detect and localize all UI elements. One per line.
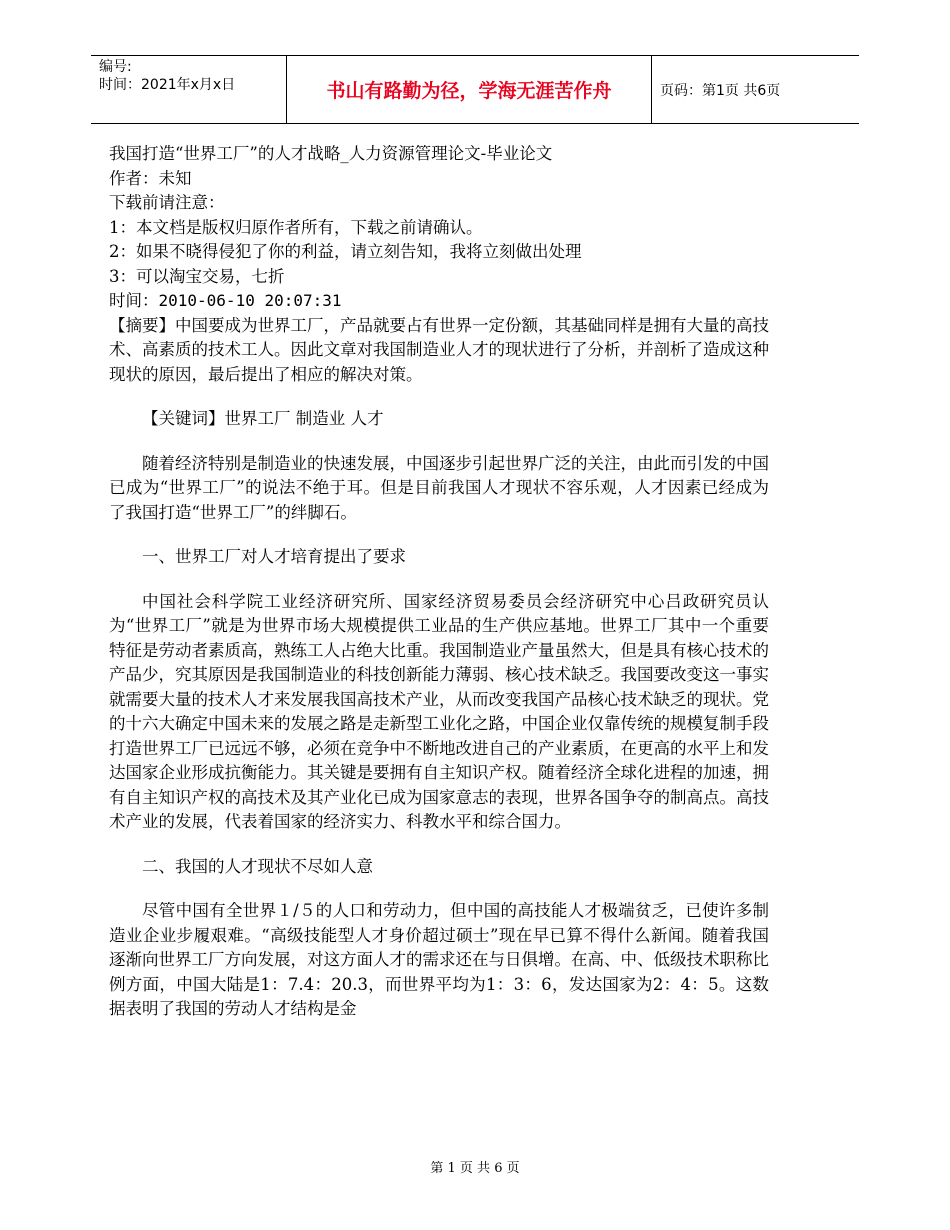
keywords-line: 【关键词】世界工厂 制造业 人才 <box>142 409 384 428</box>
section2-paragraph: 尽管中国有全世界１/５的人口和劳动力，但中国的高技能人才极端贫乏，已使许多制造业企业步履艰难。“高级技能型人才身价超过硕士”现在早已算不得什么新闻。随着我国逐渐向世界工厂方向发展，对这方面人才的需求还在与日俱增。在高、中、低级技术职称比例方面，中国大陆是1：7.4：20.3，而世界平均为1：3：6，发达国家为2：4：5。这数据表明了我国的劳动人才结构是金 <box>109 901 769 1018</box>
section2-heading: 二、我国的人才现状不尽如人意 <box>142 856 373 876</box>
notice-heading: 下载前请注意： <box>109 193 225 212</box>
page-header <box>91 55 859 124</box>
timestamp-label: 时间： <box>109 291 159 310</box>
intro-paragraph: 随着经济特别是制造业的快速发展，中国逐步引起世界广泛的关注，由此而引发的中国已成为“世界工厂”的说法不绝于耳。但是目前我国人才现状不容乐观，人才因素已经成为了我国打造“世界工厂”的绊脚石。 <box>109 453 769 522</box>
article-author: 作者：未知 <box>109 168 192 188</box>
abstract-paragraph: 【摘要】中国要成为世界工厂，产品就要占有世界一定份额，其基础同样是拥有大量的高技术、高素质的技术工人。因此文章对我国制造业人才的现状进行了分析，并剖析了造成这种现状的原因，最后提出了相应的解决对策。 <box>109 315 769 384</box>
header-meta-cell <box>91 56 286 123</box>
notice-item: 1：本文档是版权归原作者所有，下载之前请确认。 <box>109 217 483 237</box>
header-page-info: 页码：第1页 共6页 <box>660 82 781 99</box>
timestamp-value: 2010-06-10 20:07:31 <box>158 291 342 310</box>
document-number-label: 编号: <box>99 59 132 75</box>
header-motto: 书山有路勤为径，学海无涯苦作舟 <box>286 56 652 123</box>
article-timestamp-line <box>109 289 769 314</box>
article-title: 我国打造“世界工厂”的人才战略_人力资源管理论文-毕业论文 <box>109 144 553 163</box>
notice-item: 3：可以淘宝交易，七折 <box>109 266 285 286</box>
document-body <box>109 142 769 1022</box>
section1-paragraph: 中国社会科学院工业经济研究所、国家经济贸易委员会经济研究中心吕政研究员认为“世界工厂”就是为世界市场大规模提供工业品的生产供应基地。世界工厂其中一个重要特征是劳动者素质高，熟练工人占绝大比重。我国制造业产量虽然大，但是具有核心技术的产品少，究其原因是我国制造业的科技创新能力薄弱、核心技术缺乏。我国要改变这一事实就需要大量的技术人才来发展我国高技术产业，从而改变我国产品核心技术缺乏的现状。党的十六大确定中国未来的发展之路是走新型工业化之路，中国企业仅靠传统的规模复制手段打造世界工厂已远远不够，必须在竞争中不断地改进自己的产业素质，在更高的水平上和发达国家企业形成抗衡能力。其关键是要拥有自主知识产权。随着经济全球化进程的加速，拥有自主知识产权的高技术及其产业化已成为国家意志的表现，世界各国争夺的制高点。高技术产业的发展，代表着国家的经济实力、科教水平和综合国力。 <box>109 591 769 831</box>
section1-heading: 一、世界工厂对人才培育提出了要求 <box>142 547 406 566</box>
page-footer: 第 1 页 共 6 页 <box>430 1161 520 1176</box>
notice-item: 2：如果不晓得侵犯了你的利益，请立刻告知，我将立刻做出处理 <box>109 242 582 261</box>
document-date-label: 时间：2021年x月x日 <box>99 77 236 93</box>
